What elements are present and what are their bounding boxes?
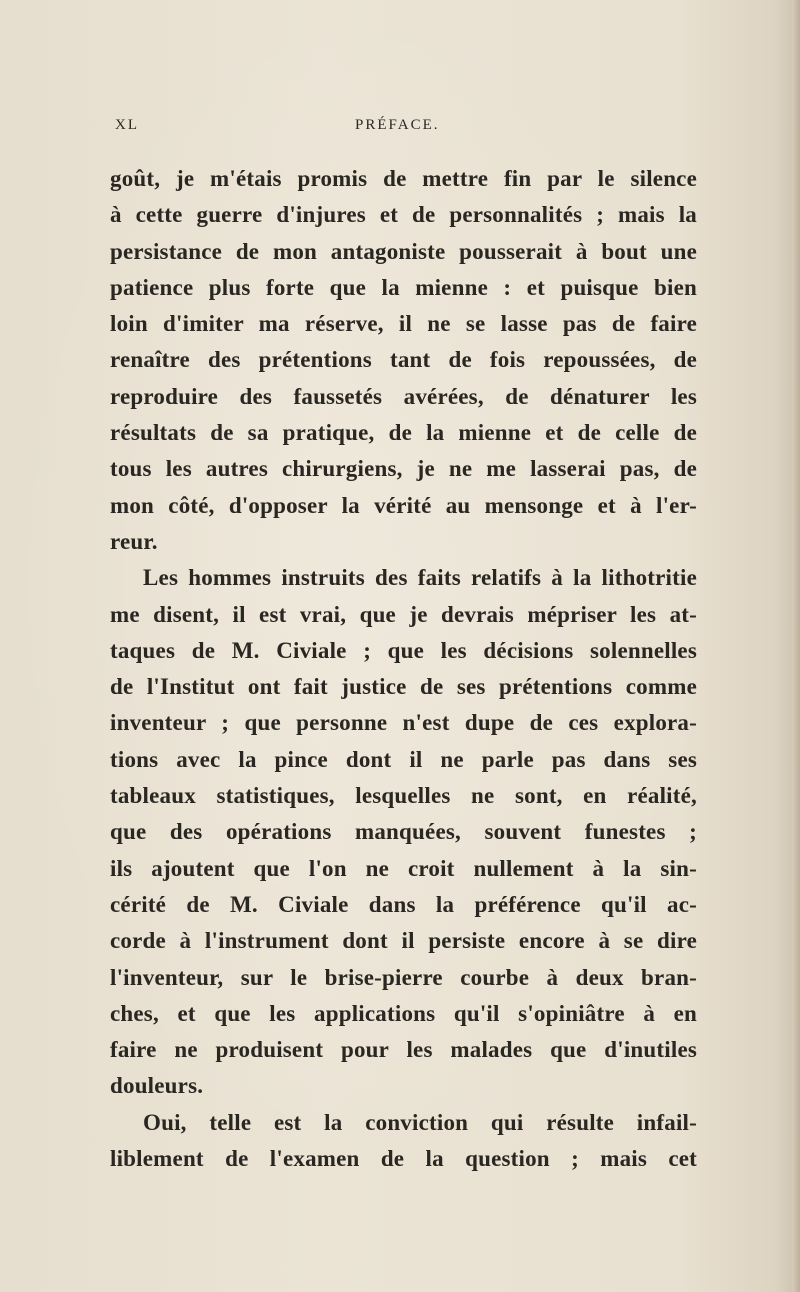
- running-header: [115, 117, 700, 141]
- text-line: faire ne produisent pour les malades que d'inutiles: [110, 1037, 697, 1063]
- text-line: corde à l'instrument dont il persiste encore à se dire: [110, 928, 697, 954]
- text-line: tableaux statistiques, lesquelles ne sont, en réalité,: [110, 783, 697, 809]
- paragraph-start-line: Oui, telle est la conviction qui résulte infail-: [143, 1109, 697, 1135]
- body-text: [110, 161, 697, 1177]
- page-edge: [792, 0, 800, 1292]
- text-line: que des opérations manquées, souvent funestes ;: [110, 819, 697, 845]
- text-line: tous les autres chirurgiens, je ne me lasserai pas, de: [110, 456, 697, 482]
- text-line: résultats de sa pratique, de la mienne et de celle de: [110, 420, 697, 446]
- text-line: taques de M. Civiale ; que les décisions solennelles: [110, 637, 697, 663]
- text-line: goût, je m'étais promis de mettre fin par le silence: [110, 166, 697, 191]
- text-line: ches, et que les applications qu'il s'opiniâtre à en: [110, 1000, 697, 1026]
- text-line: l'inventeur, sur le brise-pierre courbe à deux bran-: [110, 964, 697, 990]
- text-line: cérité de M. Civiale dans la préférence qu'il ac-: [110, 891, 697, 917]
- text-line: me disent, il est vrai, que je devrais mépriser les at-: [110, 601, 697, 627]
- paragraph-start-line: Les hommes instruits des faits relatifs à la lithotritie: [143, 565, 697, 591]
- text-line: patience plus forte que la mienne : et puisque bien: [110, 274, 697, 300]
- text-line: persistance de mon antagoniste pousserait à bout une: [110, 238, 697, 264]
- page-number: XL: [115, 117, 139, 133]
- text-line: reproduire des faussetés avérées, de dénaturer les: [110, 383, 697, 409]
- text-line: liblement de l'examen de la question ; mais cet: [110, 1146, 697, 1172]
- text-line: inventeur ; que personne n'est dupe de ces explora-: [110, 710, 697, 736]
- running-title: PRÉFACE.: [355, 117, 440, 133]
- text-line: mon côté, d'opposer la vérité au mensonge et à l'er-: [110, 492, 697, 518]
- text-line: ils ajoutent que l'on ne croit nullement à la sin-: [110, 855, 697, 881]
- text-line: à cette guerre d'injures et de personnalités ; mais la: [110, 202, 697, 228]
- text-line: tions avec la pince dont il ne parle pas dans ses: [110, 746, 697, 772]
- text-line: loin d'imiter ma réserve, il ne se lasse pas de faire: [110, 311, 697, 337]
- paragraph-end-line: reur.: [110, 528, 158, 554]
- paragraph-end-line: douleurs.: [110, 1073, 204, 1099]
- text-line: de l'Institut ont fait justice de ses prétentions comme: [110, 674, 697, 700]
- text-line: renaître des prétentions tant de fois repoussées, de: [110, 347, 697, 373]
